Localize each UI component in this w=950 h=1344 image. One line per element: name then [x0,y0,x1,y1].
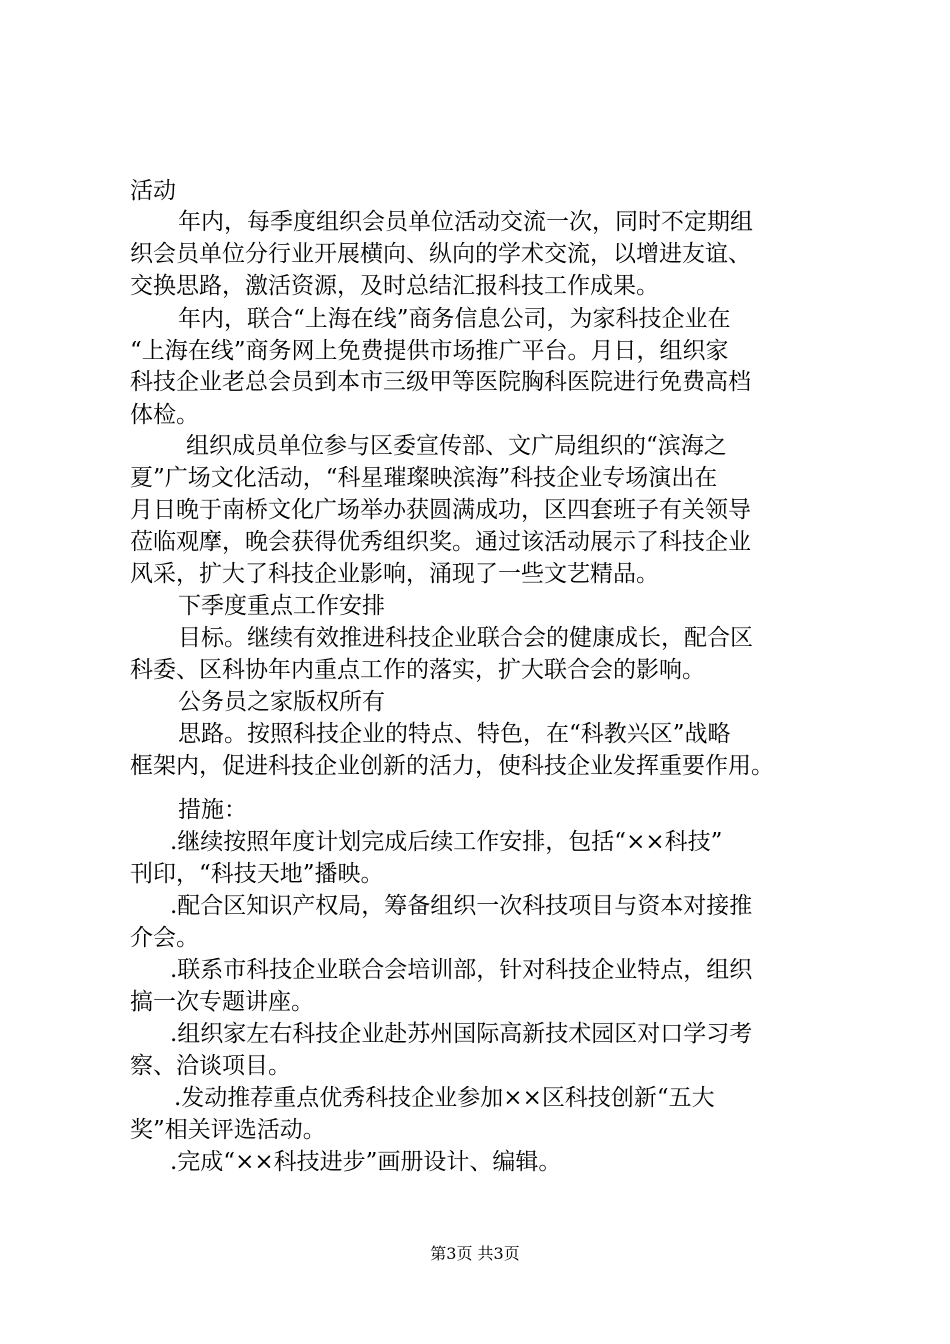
paragraph-line: 风采，扩大了科技企业影响，涌现了一些文艺精品。 [130,561,659,587]
paragraph-line: 年内，每季度组织会员单位活动交流一次，同时不定期组 [178,209,753,235]
section-heading: 下季度重点工作安排 [178,593,385,619]
paragraph-line: 交换思路，激活资源，及时总结汇报科技工作成果。 [130,273,659,299]
paragraph-line: 思路。按照科技企业的特点、特色，在“科教兴区”战略 [178,721,731,747]
list-item-line: 刊印，“科技天地”播映。 [130,861,384,887]
paragraph-line: 织会员单位分行业开展横向、纵向的学术交流，以增进友谊、 [130,241,751,267]
paragraph-line: 年内，联合“上海在线”商务信息公司，为家科技企业在 [178,306,731,332]
list-item-line: .配合区知识产权局，筹备组织一次科技项目与资本对接推 [170,893,753,919]
list-item-line: .联系市科技企业联合会培训部，针对科技企业特点，组织 [170,957,753,983]
paragraph-line: 框架内，促进科技企业创新的活力，使科技企业发挥重要作用。 [130,753,774,779]
section-heading: 措施： [178,797,247,823]
watermark-line: 公务员之家版权所有 [178,689,385,715]
list-item-line: .继续按照年度计划完成后续工作安排，包括“××科技” [170,829,723,855]
line-section-heading: 活动 [130,178,176,204]
paragraph-line: 月日晚于南桥文化广场举办获圆满成功，区四套班子有关领导 [130,497,751,523]
list-item-line: 察、洽谈项目。 [130,1053,291,1079]
list-item-line: .组织家左右科技企业赴苏州国际高新技术园区对口学习考 [170,1021,753,1047]
page-number-footer: 第3页 共3页 [430,1244,520,1263]
list-item-line: 介会。 [130,925,199,951]
paragraph-line: 组织成员单位参与区委宣传部、文广局组织的“滨海之 [186,433,727,459]
list-item-line: 搞一次专题讲座。 [130,989,314,1015]
paragraph-line: “上海在线”商务网上免费提供市场推广平台。月日，组织家 [130,338,729,364]
paragraph-line: 夏”广场文化活动，“科星璀璨映滨海”科技企业专场演出在 [130,465,718,491]
paragraph-line: 目标。继续有效推进科技企业联合会的健康成长，配合区 [178,625,753,651]
list-item-line: .完成“××科技进步”画册设计、编辑。 [170,1149,562,1175]
paragraph-line: 体检。 [130,402,199,428]
list-item-line: 奖”相关评选活动。 [130,1117,326,1143]
paragraph-line: 科委、区科协年内重点工作的落实，扩大联合会的影响。 [130,657,705,683]
paragraph-line: 科技企业老总会员到本市三级甲等医院胸科医院进行免费高档 [130,369,751,395]
list-item-line: .发动推荐重点优秀科技企业参加××区科技创新“五大 [174,1085,715,1111]
paragraph-line: 莅临观摩，晚会获得优秀组织奖。通过该活动展示了科技企业 [130,529,751,555]
